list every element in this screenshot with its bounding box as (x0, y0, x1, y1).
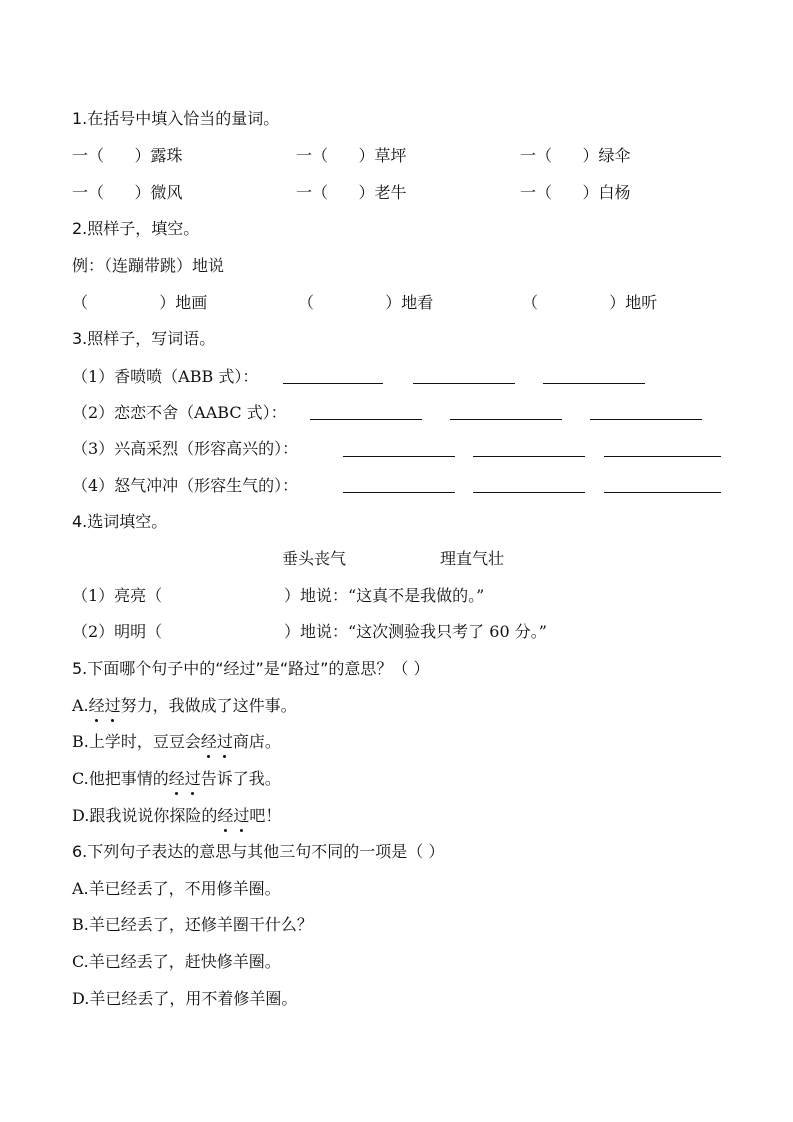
q5-option-c-keyword (169, 768, 201, 790)
q3-item-4-blank-2[interactable] (473, 492, 585, 493)
q2-item-draw: （ ）地画 (72, 293, 208, 312)
q6-option-c[interactable]: C.羊已经丢了，赶快修羊圈。 (72, 952, 281, 971)
q3-item-4-label: （4）怒气冲冲（形容生气的）： (72, 476, 299, 495)
q5-option-d[interactable] (72, 805, 281, 827)
q6-option-b[interactable]: B.羊已经丢了，还修羊圈干什么？ (72, 915, 313, 934)
q5-option-b-post: 商店。 (232, 732, 281, 751)
q3-item-1-blank-1[interactable] (283, 383, 383, 384)
q5-option-c-post: 告诉了我。 (200, 769, 281, 788)
q3-item-1-blank-2[interactable] (413, 383, 515, 384)
q4-word-dejected: 垂头丧气 (282, 549, 347, 568)
dot-char: 过 (104, 696, 121, 715)
dot-char: 过 (216, 732, 233, 751)
q3-item-1-label: （1）香喷喷（ABB 式）： (72, 367, 259, 386)
question-2-title: 2.照样子，填空。 (72, 219, 200, 238)
q3-item-2-blank-2[interactable] (450, 419, 562, 420)
q3-item-1-blank-3[interactable] (543, 383, 645, 384)
q5-option-b-pre: B.上学时，豆豆会 (72, 732, 201, 751)
q5-option-a-keyword (89, 695, 121, 717)
dot-char: 过 (233, 806, 250, 825)
q5-option-d-keyword (217, 805, 249, 827)
q5-option-c[interactable] (72, 768, 281, 790)
q2-example: 例：（连蹦带跳）地说 (72, 256, 225, 275)
q5-option-a-post: 努力，我做成了这件事。 (120, 696, 297, 715)
q3-item-2-blank-3[interactable] (590, 419, 702, 420)
dot-char: 过 (184, 769, 201, 788)
question-3-title: 3.照样子，写词语。 (72, 329, 216, 348)
dot-char: 经 (88, 696, 105, 715)
q5-option-a[interactable] (72, 695, 297, 717)
dot-char: 经 (200, 732, 217, 751)
q3-item-3-blank-2[interactable] (473, 456, 585, 457)
q3-item-3-blank-1[interactable] (343, 456, 455, 457)
q3-item-3-blank-3[interactable] (604, 456, 721, 457)
dot-char: 经 (217, 806, 234, 825)
q1-item-lawn: 一（ ）草坪 (296, 146, 407, 165)
q5-option-c-pre: C.他把事情的 (72, 769, 169, 788)
q4-word-confident: 理直气壮 (440, 549, 505, 568)
q5-option-b-keyword (201, 731, 233, 753)
question-1-title: 1.在括号中填入恰当的量词。 (72, 109, 280, 128)
q1-item-dewdrop: 一（ ）露珠 (72, 146, 183, 165)
question-4-title: 4.选词填空。 (72, 512, 168, 531)
q1-item-umbrella: 一（ ）绿伞 (520, 146, 631, 165)
q5-option-d-post: 吧！ (249, 806, 282, 825)
q4-item-2-prefix: （2）明明（ (72, 622, 163, 641)
q1-item-poplar: 一（ ）白杨 (520, 183, 631, 202)
q4-item-2-suffix: ）地说：“这次测验我只考了 60 分。” (284, 622, 547, 641)
q4-item-1-prefix: （1）亮亮（ (72, 586, 163, 605)
q3-item-3-label: （3）兴高采烈（形容高兴的）： (72, 439, 299, 458)
q6-option-a[interactable]: A.羊已经丢了，不用修羊圈。 (72, 879, 281, 898)
question-6-title: 6.下列句子表达的意思与其他三句不同的一项是（ ） (72, 842, 445, 861)
q6-option-d[interactable]: D.羊已经丢了，用不着修羊圈。 (72, 989, 298, 1008)
q2-item-listen: （ ）地听 (522, 293, 658, 312)
q3-item-4-blank-1[interactable] (343, 492, 455, 493)
question-5-title: 5.下面哪个句子中的“经过”是“路过”的意思？（ ） (72, 659, 430, 678)
q5-option-d-pre: D.跟我说说你探险的 (72, 806, 218, 825)
q1-item-breeze: 一（ ）微风 (72, 183, 183, 202)
q1-item-ox: 一（ ）老牛 (296, 183, 407, 202)
q3-item-2-blank-1[interactable] (310, 419, 422, 420)
dot-char: 经 (168, 769, 185, 788)
q3-item-2-label: （2）恋恋不舍（AABC 式）： (72, 403, 287, 422)
q4-item-1-suffix: ）地说：“这真不是我做的。” (284, 586, 485, 605)
q5-option-b[interactable] (72, 731, 281, 753)
q3-item-4-blank-3[interactable] (604, 492, 721, 493)
q2-item-look: （ ）地看 (298, 293, 434, 312)
q5-option-a-pre: A. (72, 696, 89, 715)
